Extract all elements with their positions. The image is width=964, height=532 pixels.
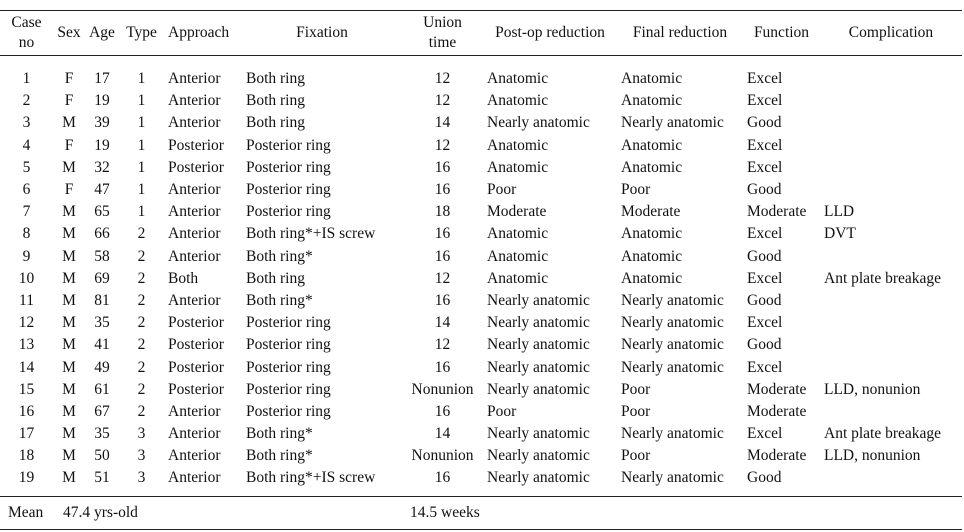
cell-function: Good: [747, 114, 782, 132]
cell-postop-reduction: Nearly anatomic: [487, 447, 590, 465]
cell-approach: Posterior: [168, 336, 224, 354]
cell-complication: DVT: [824, 225, 856, 243]
cell-fixation: Both ring: [246, 92, 305, 110]
cell-function: Excel: [747, 70, 783, 88]
cell-union-time: 12: [434, 92, 451, 110]
cell-fixation: Both ring*: [246, 425, 313, 443]
cell-complication: [820, 90, 962, 112]
cell-sex: F: [64, 70, 74, 88]
cell-postop-reduction: Nearly anatomic: [487, 114, 590, 132]
cell-final-reduction: Anatomic: [621, 269, 683, 287]
cell-postop-reduction: Nearly anatomic: [487, 358, 590, 376]
cell-type: 1: [137, 114, 146, 132]
mean-age: 47.4 yrs-old: [53, 496, 402, 529]
cell-postop-reduction: Anatomic: [487, 158, 549, 176]
cell-fixation: Both ring: [246, 114, 305, 132]
cell-final-reduction: Anatomic: [621, 247, 683, 265]
cell-fixation: Posterior ring: [246, 158, 331, 176]
cell-fixation: Posterior ring: [246, 203, 331, 221]
cell-union-time: 18: [434, 203, 451, 221]
cell-final-reduction: Poor: [621, 402, 651, 420]
cell-union-time: 12: [434, 336, 451, 354]
table-row: [0, 467, 962, 489]
cell-approach: Anterior: [168, 469, 221, 487]
mean-label: Mean: [0, 496, 53, 529]
cell-case-no: 5: [22, 158, 31, 176]
cell-final-reduction: Anatomic: [621, 92, 683, 110]
cell-function: Excel: [747, 92, 783, 110]
cell-postop-reduction: Anatomic: [487, 247, 549, 265]
cell-function: Excel: [747, 269, 783, 287]
cell-case-no: 19: [18, 469, 35, 487]
cell-age: 67: [94, 402, 110, 420]
cell-approach: Anterior: [168, 291, 221, 309]
cell-union-time: 14: [434, 314, 451, 332]
cell-type: 3: [137, 425, 146, 443]
cell-postop-reduction: Moderate: [487, 203, 547, 221]
cell-union-time: 16: [434, 469, 451, 487]
cell-approach: Posterior: [168, 136, 224, 154]
cell-final-reduction: Nearly anatomic: [621, 314, 724, 332]
cell-type: 1: [137, 203, 146, 221]
cell-type: 2: [137, 269, 146, 287]
cell-case-no: 13: [18, 336, 35, 354]
header-postop-reduction: Post-op reduction: [483, 11, 617, 56]
cell-union-time: 16: [434, 402, 451, 420]
cell-function: Moderate: [747, 380, 807, 398]
cell-sex: F: [64, 136, 74, 154]
table-row: [0, 290, 962, 312]
cell-case-no: 2: [22, 92, 31, 110]
cell-age: 58: [94, 247, 110, 265]
cell-age: 19: [94, 92, 110, 110]
cell-type: 2: [137, 358, 146, 376]
cell-complication: [820, 179, 962, 201]
cell-case-no: 10: [18, 269, 35, 287]
cell-postop-reduction: Nearly anatomic: [487, 469, 590, 487]
cell-approach: Anterior: [168, 114, 221, 132]
cell-age: 50: [94, 447, 110, 465]
cell-case-no: 14: [18, 358, 35, 376]
cell-postop-reduction: Nearly anatomic: [487, 314, 590, 332]
cell-complication: [820, 334, 962, 356]
cell-complication: LLD, nonunion: [824, 380, 921, 398]
cell-age: 19: [94, 136, 110, 154]
cell-case-no: 4: [22, 136, 31, 154]
cell-case-no: 7: [22, 203, 31, 221]
cell-case-no: 3: [22, 114, 31, 132]
cell-sex: M: [62, 114, 76, 132]
cell-type: 2: [137, 380, 146, 398]
cell-function: Excel: [747, 225, 783, 243]
cell-function: Moderate: [747, 447, 807, 465]
cell-age: 35: [94, 314, 110, 332]
cell-complication: [820, 68, 962, 90]
cell-function: Good: [747, 291, 782, 309]
cell-fixation: Posterior ring: [246, 358, 331, 376]
cell-sex: M: [62, 203, 76, 221]
cell-function: Moderate: [747, 203, 807, 221]
cell-fixation: Both ring: [246, 269, 305, 287]
cell-function: Good: [747, 469, 782, 487]
table-row: [0, 246, 962, 268]
cell-type: 1: [137, 92, 146, 110]
cell-function: Excel: [747, 358, 783, 376]
cell-approach: Anterior: [168, 447, 221, 465]
cell-case-no: 12: [18, 314, 35, 332]
table-row: [0, 223, 962, 245]
table-row: [0, 401, 962, 423]
cell-union-time: 16: [434, 358, 451, 376]
cell-complication: [820, 135, 962, 157]
cell-final-reduction: Nearly anatomic: [621, 114, 724, 132]
cell-final-reduction: Nearly anatomic: [621, 336, 724, 354]
table-row: [0, 112, 962, 134]
cell-postop-reduction: Poor: [487, 181, 517, 199]
cell-postop-reduction: Nearly anatomic: [487, 380, 590, 398]
cell-postop-reduction: Anatomic: [487, 225, 549, 243]
cell-union-time: 14: [434, 114, 451, 132]
cell-complication: Ant plate breakage: [824, 269, 942, 287]
cell-union-time: 12: [434, 269, 451, 287]
cell-type: 1: [137, 70, 146, 88]
table-row: [0, 90, 962, 112]
cell-fixation: Posterior ring: [246, 136, 331, 154]
cell-age: 66: [94, 225, 110, 243]
cell-approach: Posterior: [168, 158, 224, 176]
cell-union-time: 16: [434, 158, 451, 176]
cell-fixation: Both ring*: [246, 291, 313, 309]
cell-case-no: 16: [18, 402, 35, 420]
cell-final-reduction: Anatomic: [621, 136, 683, 154]
table-row: [0, 157, 962, 179]
cell-approach: Both: [168, 269, 199, 287]
cell-fixation: Both ring*+IS screw: [246, 225, 376, 243]
cell-approach: Anterior: [168, 203, 221, 221]
cell-complication: [820, 157, 962, 179]
cell-fixation: Posterior ring: [246, 336, 331, 354]
cell-postop-reduction: Anatomic: [487, 70, 549, 88]
cell-function: Good: [747, 181, 782, 199]
cell-final-reduction: Nearly anatomic: [621, 358, 724, 376]
table-row: [0, 379, 962, 401]
cell-case-no: 9: [22, 247, 31, 265]
cell-final-reduction: Poor: [621, 380, 651, 398]
table-row: [0, 356, 962, 378]
table-body: [0, 56, 962, 497]
cell-final-reduction: Moderate: [621, 203, 681, 221]
cell-sex: M: [62, 380, 76, 398]
cell-type: 2: [137, 225, 146, 243]
table-row: [0, 334, 962, 356]
cell-fixation: Both ring*: [246, 447, 313, 465]
header-sex: Sex: [53, 11, 85, 56]
cell-age: 51: [94, 469, 110, 487]
header-complication: Complication: [820, 11, 962, 56]
cell-sex: M: [62, 225, 76, 243]
cell-approach: Posterior: [168, 314, 224, 332]
cell-union-time: 14: [434, 425, 451, 443]
cell-postop-reduction: Nearly anatomic: [487, 425, 590, 443]
cell-complication: [820, 401, 962, 423]
cell-complication: [820, 290, 962, 312]
table-row: [0, 135, 962, 157]
header-union-time: Union time: [402, 11, 483, 56]
cell-approach: Anterior: [168, 402, 221, 420]
cell-type: 2: [137, 402, 146, 420]
cell-type: 2: [137, 336, 146, 354]
header-final-reduction: Final reduction: [617, 11, 743, 56]
cell-final-reduction: Anatomic: [621, 70, 683, 88]
cell-union-time: Nonunion: [411, 447, 474, 465]
cell-sex: M: [62, 402, 76, 420]
cell-age: 39: [94, 114, 110, 132]
cell-function: Good: [747, 247, 782, 265]
cell-sex: F: [64, 92, 74, 110]
cell-complication: LLD: [824, 203, 855, 221]
header-approach: Approach: [164, 11, 242, 56]
cell-approach: Anterior: [168, 225, 221, 243]
cell-age: 47: [94, 181, 110, 199]
header-fixation: Fixation: [242, 11, 402, 56]
cell-function: Excel: [747, 314, 783, 332]
cell-union-time: 16: [434, 225, 451, 243]
cell-function: Good: [747, 336, 782, 354]
cell-type: 2: [137, 247, 146, 265]
cell-fixation: Both ring*: [246, 247, 313, 265]
cell-fixation: Posterior ring: [246, 314, 331, 332]
cell-fixation: Posterior ring: [246, 402, 331, 420]
cell-fixation: Both ring: [246, 70, 305, 88]
cell-age: 41: [94, 336, 110, 354]
cell-complication: LLD, nonunion: [824, 447, 921, 465]
cell-union-time: 16: [434, 181, 451, 199]
cell-sex: M: [62, 247, 76, 265]
cell-approach: Anterior: [168, 181, 221, 199]
table-row: [0, 179, 962, 201]
cell-age: 65: [94, 203, 110, 221]
cell-sex: M: [62, 269, 76, 287]
header-case-no: Case no: [0, 11, 53, 56]
cell-age: 17: [94, 70, 110, 88]
cell-postop-reduction: Anatomic: [487, 136, 549, 154]
cell-case-no: 6: [22, 181, 31, 199]
cell-case-no: 15: [18, 380, 35, 398]
cell-postop-reduction: Anatomic: [487, 269, 549, 287]
cell-case-no: 18: [18, 447, 35, 465]
cell-approach: Posterior: [168, 358, 224, 376]
cell-postop-reduction: Poor: [487, 402, 517, 420]
cell-type: 2: [137, 291, 146, 309]
cell-postop-reduction: Nearly anatomic: [487, 336, 590, 354]
cell-sex: M: [62, 469, 76, 487]
header-age: Age: [85, 11, 119, 56]
cell-sex: M: [62, 336, 76, 354]
cell-approach: Anterior: [168, 92, 221, 110]
table-row: [0, 268, 962, 290]
cell-approach: Anterior: [168, 247, 221, 265]
cell-sex: M: [62, 314, 76, 332]
cell-union-time: 16: [434, 247, 451, 265]
cell-approach: Anterior: [168, 70, 221, 88]
cell-approach: Posterior: [168, 380, 224, 398]
cell-case-no: 8: [22, 225, 31, 243]
table-row: [0, 201, 962, 223]
cell-case-no: 1: [22, 70, 31, 88]
mean-union-time: 14.5 weeks: [402, 496, 962, 529]
cell-fixation: Posterior ring: [246, 181, 331, 199]
cell-complication: [820, 246, 962, 268]
table-row: [0, 445, 962, 467]
cell-union-time: 12: [434, 136, 451, 154]
cell-function: Excel: [747, 158, 783, 176]
cell-sex: M: [62, 425, 76, 443]
cell-age: 69: [94, 269, 110, 287]
cell-postop-reduction: Anatomic: [487, 92, 549, 110]
case-table: [0, 10, 962, 530]
cell-type: 1: [137, 158, 146, 176]
cell-final-reduction: Nearly anatomic: [621, 469, 724, 487]
cell-age: 81: [94, 291, 110, 309]
cell-type: 3: [137, 469, 146, 487]
cell-fixation: Posterior ring: [246, 380, 331, 398]
cell-union-time: Nonunion: [411, 380, 474, 398]
cell-age: 35: [94, 425, 110, 443]
cell-sex: M: [62, 447, 76, 465]
cell-union-time: 12: [434, 70, 451, 88]
cell-type: 1: [137, 181, 146, 199]
cell-type: 3: [137, 447, 146, 465]
cell-complication: [820, 312, 962, 334]
cell-function: Moderate: [747, 402, 807, 420]
cell-function: Excel: [747, 136, 783, 154]
cell-complication: [820, 467, 962, 489]
table-row: [0, 68, 962, 90]
header-type: Type: [119, 11, 164, 56]
cell-complication: [820, 356, 962, 378]
cell-final-reduction: Anatomic: [621, 225, 683, 243]
cell-case-no: 11: [19, 291, 34, 309]
cell-final-reduction: Anatomic: [621, 158, 683, 176]
cell-final-reduction: Nearly anatomic: [621, 425, 724, 443]
cell-complication: Ant plate breakage: [824, 425, 942, 443]
cell-final-reduction: Poor: [621, 447, 651, 465]
cell-function: Excel: [747, 425, 783, 443]
cell-age: 61: [94, 380, 110, 398]
cell-sex: M: [62, 358, 76, 376]
cell-age: 49: [94, 358, 110, 376]
table-header: [0, 11, 962, 56]
cell-sex: M: [62, 291, 76, 309]
table-row: [0, 312, 962, 334]
cell-complication: [820, 112, 962, 134]
cell-case-no: 17: [18, 425, 35, 443]
cell-sex: M: [62, 158, 76, 176]
header-function: Function: [743, 11, 820, 56]
table-footer: [0, 496, 962, 529]
cell-fixation: Both ring*+IS screw: [246, 469, 376, 487]
cell-union-time: 16: [434, 291, 451, 309]
cell-final-reduction: Poor: [621, 181, 651, 199]
cell-sex: F: [64, 181, 74, 199]
cell-approach: Anterior: [168, 425, 221, 443]
table-row: [0, 423, 962, 445]
cell-final-reduction: Nearly anatomic: [621, 291, 724, 309]
cell-age: 32: [94, 158, 110, 176]
cell-postop-reduction: Nearly anatomic: [487, 291, 590, 309]
cell-type: 1: [137, 136, 146, 154]
cell-type: 2: [137, 314, 146, 332]
